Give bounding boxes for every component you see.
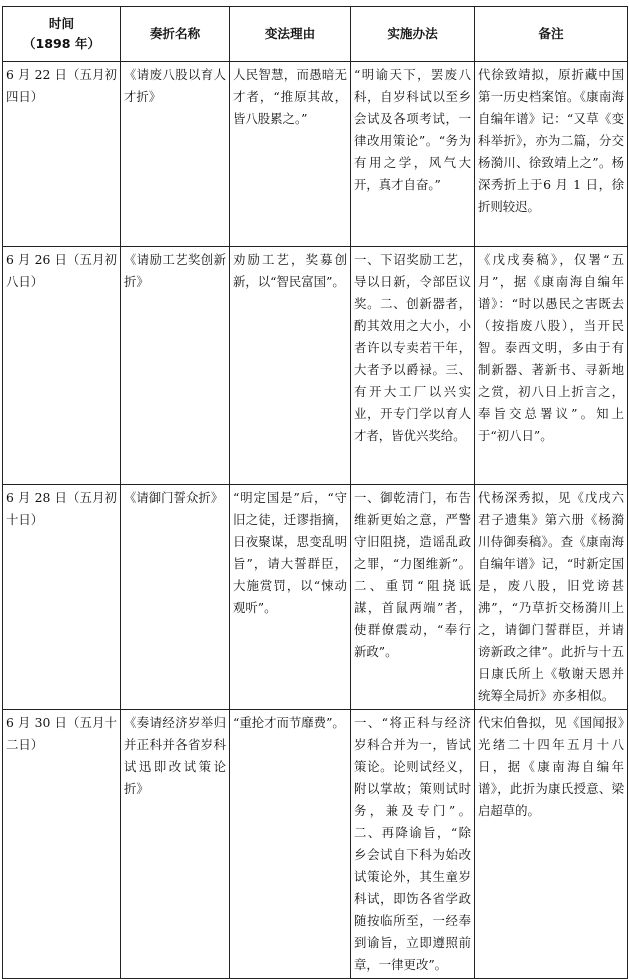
cell-time: 6 月 28 日（五月初十日） [3,485,121,710]
cell-time: 6 月 30 日（五月十二日） [3,710,121,979]
header-reason: 变法理由 [230,7,351,62]
table-row [3,710,628,979]
table-header-row [3,7,628,62]
cell-name: 《请励工艺奖创新折》 [121,247,230,485]
cell-note: 代徐致靖拟，原折藏中国第一历史档案馆。《康南海自编年谱》记：“又草《变科举折》，亦为二篇，分交杨漪川、徐致靖上之”。杨深秀折上于6 月 1 日，徐折则较迟。 [475,62,628,247]
cell-time: 6 月 22 日（五月初四日） [3,62,121,247]
header-time-line2: （1898 年） [22,36,101,51]
reform-memorials-table [2,6,628,979]
cell-name: 《请废八股以育人才折》 [121,62,230,247]
cell-note: 《戊戌奏稿》，仅署“五月”，据《康南海自编年谱》：“时以愚民之害既去（按指废八股），当开民智。泰西文明，多由于有制新器、著新书、寻新地之赏，初八日上折言之，奉旨交总署议”。知上于“初八日”。 [475,247,628,485]
cell-method: “明谕天下，罢废八科，自岁科试以至乡会试及各项考试，一律改用策论”。“务为有用之学，风气大开，真才自奋。” [351,62,475,247]
cell-reason: “明定国是”后，“守旧之徒，迁谬指摘，日夜聚谋，思变乱明旨”，请大誓群臣，大施赏罚，以“悚动观听”。 [230,485,351,710]
table-row [3,485,628,710]
header-note: 备注 [475,7,628,62]
header-method: 实施办法 [351,7,475,62]
cell-time: 6 月 26 日（五月初八日） [3,247,121,485]
cell-reason: 人民智慧，而愚暗无才者，“推原其故，皆八股累之。” [230,62,351,247]
cell-reason: “重抡才而节靡费”。 [230,710,351,979]
cell-reason: 劝励工艺，奖募创新，以“智民富国”。 [230,247,351,485]
cell-method: 一、下诏奖励工艺，导以日新，令部臣议奖。二、创新器者，酌其效用之大小，小者许以专卖若干年，大者予以爵禄。三、有开大工厂以兴实业，开专门学以育人才者，皆优兴奖给。 [351,247,475,485]
cell-method: 一、御乾清门，布告维新更始之意，严警守旧阻挠，造谣乱政之罪，“力图维新”。二、重罚“阻挠诋謀，首鼠两端”者，使群僚震动，“奉行新政”。 [351,485,475,710]
header-time-line1: 时间 [48,16,75,31]
table-row [3,62,628,247]
cell-method: 一、“将正科与经济岁科合并为一，皆试策论。论则试经义，附以掌故；策则试时务，兼及专门”。二、再降谕旨，“除乡会试自下科为始改试策论外，其生童岁科试，即饬各省学政随按临所至，一经奉到谕旨，立即遵照前章，一律更改”。 [351,710,475,979]
cell-note: 代宋伯鲁拟，见《国闻报》光绪二十四年五月十八日，据《康南海自编年谱》，此折为康氏授意、梁启超草的。 [475,710,628,979]
cell-name: 《奏请经济岁举归并正科并各省岁科试迅即改试策论折》 [121,710,230,979]
header-time [3,7,121,62]
table-row [3,247,628,485]
cell-note: 代杨深秀拟，见《戊戌六君子遗集》第六册《杨漪川侍御奏稿》。查《康南海自编年谱》记，“时新定国是，废八股，旧党谤甚沸”，“乃草折交杨漪川上之，请御门誓群臣，并请谤新政之律”。此折与十五日康氏所上《敬谢天恩并统筹全局折》亦多相似。 [475,485,628,710]
cell-name: 《请御门誓众折》 [121,485,230,710]
header-name: 奏折名称 [121,7,230,62]
